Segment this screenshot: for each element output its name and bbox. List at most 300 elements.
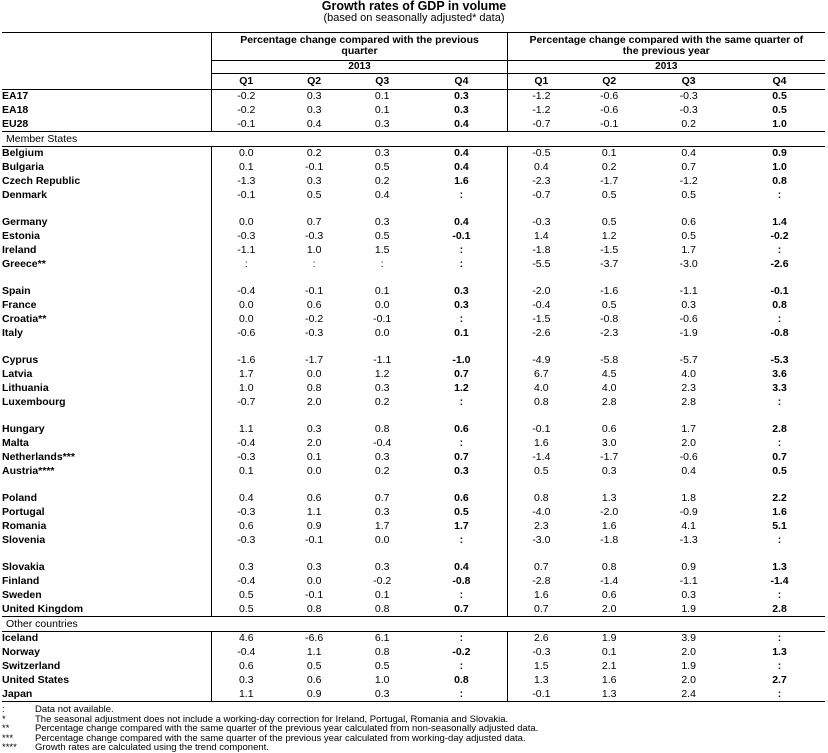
qoq-q4-value: 0.3 [454, 90, 469, 102]
table-row [2, 382, 825, 396]
header-year-yoy: 2013 [507, 61, 825, 74]
yoy-q2-value: -1.5 [600, 243, 619, 256]
table-row [2, 244, 825, 258]
qoq-q1-value: 0.6 [212, 660, 280, 674]
qoq-q1-value: -0.3 [212, 534, 280, 548]
yoy-q3-value: 2.0 [681, 673, 696, 686]
yoy-q3-value: 2.4 [681, 687, 696, 700]
qoq-q1-value: 0.0 [212, 216, 280, 230]
table-row [2, 660, 825, 674]
yoy-q2-value: 0.5 [601, 216, 617, 229]
qoq-q4-value: 0.4 [454, 561, 469, 574]
yoy-q3-value: 0.9 [681, 561, 696, 574]
yoy-q2-value: -1.4 [600, 575, 619, 588]
yoy-q2-value: 1.6 [601, 673, 617, 686]
yoy-q1-value: -5.5 [507, 258, 575, 272]
footnote-mark: ** [2, 723, 10, 735]
group-spacer [2, 548, 825, 562]
qoq-q2-value: 0.7 [306, 216, 322, 229]
qoq-q4-value: 0.4 [454, 161, 469, 174]
yoy-q4-value: 1.3 [772, 561, 787, 574]
qoq-q2-value: : [312, 257, 316, 270]
country-name: Czech Republic [2, 174, 81, 187]
country-name: EA17 [2, 90, 29, 102]
qoq-q4-value: 0.1 [454, 326, 469, 339]
qoq-q1-value: -1.6 [212, 354, 280, 368]
qoq-q4-value: : [459, 437, 464, 450]
yoy-q4-value: : [777, 588, 782, 601]
qoq-q2-value: 2.0 [306, 437, 322, 450]
country-name: Japan [2, 687, 33, 700]
qoq-q4-value: 0.7 [454, 602, 469, 615]
yoy-q2-value: -0.1 [600, 117, 619, 130]
qoq-q4-value: : [459, 243, 464, 256]
table-row [2, 90, 825, 104]
qoq-q4-value: : [459, 632, 464, 645]
yoy-q1-value: -0.1 [507, 688, 575, 702]
country-name: Austria**** [2, 464, 55, 477]
table-row [2, 646, 825, 660]
table-row [2, 603, 825, 617]
yoy-q1-value: -1.5 [507, 313, 575, 327]
header-yoy-q4: Q4 [734, 74, 825, 90]
qoq-q1-value: 0.1 [212, 465, 280, 479]
header-empty [2, 33, 212, 61]
qoq-q2-value: 0.6 [306, 492, 322, 505]
qoq-q2-value: 0.5 [306, 188, 322, 201]
yoy-q1-value: -2.3 [507, 175, 575, 189]
header-empty [2, 74, 212, 90]
qoq-q4-value: -0.8 [452, 575, 471, 588]
yoy-q1-value: 1.5 [507, 660, 575, 674]
table-row [2, 299, 825, 313]
qoq-q1-value: -0.3 [212, 506, 280, 520]
country-name: Estonia [2, 230, 40, 243]
qoq-q3-value: 1.2 [374, 368, 390, 381]
footnote-text: Percentage change compared with the same quarter of the previous year calculated from non-seasonally adjusted data. [35, 723, 539, 735]
yoy-q4-value: 5.1 [772, 519, 787, 532]
yoy-q4-value: 3.6 [772, 368, 787, 381]
country-name: Luxembourg [2, 395, 66, 408]
qoq-q3-value: 1.7 [374, 519, 390, 532]
qoq-q1-value: 0.0 [212, 299, 280, 313]
qoq-q2-value: 1.1 [306, 646, 322, 659]
qoq-q4-value: : [459, 533, 464, 546]
yoy-q2-value: 1.3 [601, 687, 617, 700]
yoy-q1-value: -2.6 [507, 327, 575, 341]
qoq-q2-value: 0.0 [306, 368, 322, 381]
qoq-q4-value: 0.6 [454, 492, 469, 505]
yoy-q3-value: -1.1 [679, 575, 698, 588]
qoq-q3-value: -0.1 [373, 312, 392, 325]
yoy-q1-value: -2.8 [507, 575, 575, 589]
qoq-q3-value: 0.5 [374, 660, 390, 673]
yoy-q1-value: -0.4 [507, 299, 575, 313]
yoy-q3-value: 2.8 [681, 395, 696, 408]
qoq-q1-value: -0.3 [212, 451, 280, 465]
yoy-q4-value: 0.8 [772, 174, 787, 187]
member-states-section [2, 132, 825, 147]
qoq-q2-value: 0.3 [306, 90, 322, 102]
country-name: United Kingdom [2, 602, 84, 615]
yoy-q3-value: 4.0 [681, 368, 696, 381]
country-name: Bulgaria [2, 161, 45, 174]
yoy-q1-value: 0.8 [507, 396, 575, 410]
qoq-q3-value: 0.8 [374, 423, 390, 436]
header-qoq-q2: Q2 [280, 74, 348, 90]
yoy-q1-value: -0.1 [507, 423, 575, 437]
qoq-q1-value: -0.7 [212, 396, 280, 410]
yoy-q3-value: 0.2 [681, 117, 696, 130]
yoy-q4-value: -0.8 [770, 326, 789, 339]
yoy-q2-value: 3.0 [601, 437, 617, 450]
footnote-text: Data not available. [35, 704, 114, 715]
header-qoq-q1: Q1 [212, 74, 280, 90]
yoy-q4-value: : [777, 312, 782, 325]
qoq-q3-value: 0.2 [374, 395, 390, 408]
qoq-q2-value: -1.7 [305, 354, 324, 367]
qoq-q3-value: 0.3 [374, 561, 390, 574]
qoq-q3-value: 0.7 [374, 492, 390, 505]
qoq-q2-value: 0.6 [306, 299, 322, 312]
yoy-q4-value: 0.7 [772, 450, 787, 463]
country-name: Italy [2, 326, 24, 339]
qoq-q2-value: 0.9 [306, 519, 322, 532]
yoy-q2-value: 0.8 [601, 561, 617, 574]
qoq-q4-value: 1.2 [454, 381, 469, 394]
yoy-q1-value: 0.4 [507, 161, 575, 175]
qoq-q1-value: -1.3 [212, 175, 280, 189]
table-row [2, 147, 825, 161]
yoy-q4-value: 3.3 [772, 381, 787, 394]
qoq-q3-value: 0.2 [374, 464, 390, 477]
group-spacer [2, 203, 825, 217]
yoy-q2-value: 1.2 [601, 230, 617, 243]
country-name: Finland [2, 575, 40, 588]
yoy-q2-value: -3.7 [600, 257, 619, 270]
qoq-q3-value: 0.2 [374, 174, 390, 187]
qoq-q4-value: -0.2 [452, 646, 471, 659]
qoq-q3-value: 0.1 [374, 90, 390, 102]
table-row [2, 313, 825, 327]
qoq-q2-value: -0.1 [305, 533, 324, 546]
yoy-q1-value: 0.5 [507, 465, 575, 479]
yoy-q1-value: -0.3 [507, 646, 575, 660]
qoq-q3-value: 0.0 [374, 299, 390, 312]
qoq-q3-value: 0.5 [374, 230, 390, 243]
qoq-q1-value: 0.3 [212, 674, 280, 688]
qoq-q4-value: 0.3 [454, 285, 469, 298]
yoy-q3-value: 2.0 [681, 437, 696, 450]
qoq-q2-value: 2.0 [306, 395, 322, 408]
qoq-q3-value: 0.1 [374, 103, 390, 116]
yoy-q3-value: -0.3 [679, 90, 698, 102]
yoy-q4-value: 2.8 [772, 602, 787, 615]
yoy-q2-value: -2.3 [600, 326, 619, 339]
table-row [2, 437, 825, 451]
yoy-q1-value: 1.6 [507, 589, 575, 603]
qoq-q2-value: 0.3 [306, 174, 322, 187]
country-name: Slovakia [2, 561, 45, 574]
qoq-q4-value: 1.7 [454, 519, 469, 532]
country-name: Cyprus [2, 354, 39, 367]
yoy-q4-value: 1.4 [772, 216, 787, 229]
yoy-q4-value: : [777, 243, 782, 256]
country-name: Ireland [2, 243, 37, 256]
yoy-q3-value: 3.9 [681, 632, 696, 645]
qoq-q2-value: 1.0 [306, 243, 322, 256]
yoy-q4-value: 2.2 [772, 492, 787, 505]
yoy-q4-value: : [777, 437, 782, 450]
qoq-q1-value: 0.1 [212, 161, 280, 175]
country-name: Iceland [2, 632, 39, 645]
yoy-q4-value: : [777, 533, 782, 546]
yoy-q4-value: -0.2 [770, 230, 789, 243]
yoy-q1-value: 1.6 [507, 437, 575, 451]
yoy-q1-value: -1.8 [507, 244, 575, 258]
qoq-q2-value: -0.3 [305, 230, 324, 243]
yoy-q3-value: -1.2 [679, 174, 698, 187]
country-name: Netherlands*** [2, 450, 75, 463]
qoq-q4-value: 0.4 [454, 216, 469, 229]
yoy-q3-value: 1.8 [681, 492, 696, 505]
qoq-q1-value: -0.4 [212, 437, 280, 451]
qoq-q1-value: -0.4 [212, 575, 280, 589]
country-name: Germany [2, 216, 48, 229]
yoy-q4-value: -5.3 [770, 354, 789, 367]
qoq-q3-value: 0.3 [374, 216, 390, 229]
yoy-q3-value: -0.6 [679, 450, 698, 463]
yoy-q2-value: -0.6 [600, 103, 619, 116]
qoq-q3-value: 0.1 [374, 285, 390, 298]
qoq-q4-value: : [459, 687, 464, 700]
qoq-q4-value: 0.7 [454, 450, 469, 463]
country-name: Sweden [2, 588, 42, 601]
qoq-q3-value: 0.3 [374, 117, 390, 130]
table-row [2, 175, 825, 189]
qoq-q2-value: -0.2 [305, 312, 324, 325]
table-subtitle: (based on seasonally adjusted* data) [323, 12, 505, 24]
yoy-q2-value: 1.6 [601, 519, 617, 532]
qoq-q3-value: -1.1 [373, 354, 392, 367]
qoq-q2-value: -0.3 [305, 326, 324, 339]
country-name: Switzerland [2, 660, 61, 673]
table-row [2, 327, 825, 341]
yoy-q2-value: 4.0 [601, 381, 617, 394]
yoy-q2-value: -0.6 [600, 90, 619, 102]
yoy-q4-value: 1.0 [772, 117, 787, 130]
yoy-q3-value: 2.3 [681, 381, 696, 394]
table-row [2, 216, 825, 230]
qoq-q4-value: 0.4 [454, 117, 469, 130]
header-qoq: Percentage change compared with the previous quarter [212, 33, 507, 61]
yoy-q4-value: -1.4 [770, 575, 789, 588]
table-row [2, 506, 825, 520]
footnote-text: The seasonal adjustment does not include a working-day correction for Ireland, Portugal, Romania and Slovakia. [35, 713, 509, 725]
yoy-q3-value: 0.5 [681, 188, 696, 201]
table-row [2, 423, 825, 437]
footnote-mark: *** [2, 732, 14, 744]
yoy-q1-value: -1.4 [507, 451, 575, 465]
header-empty [2, 61, 212, 74]
table-row [2, 396, 825, 410]
yoy-q3-value: 0.3 [681, 588, 696, 601]
qoq-q1-value: 0.3 [212, 561, 280, 575]
qoq-q3-value: 0.0 [374, 326, 390, 339]
qoq-q4-value: : [459, 257, 464, 270]
qoq-q3-value: 0.3 [374, 506, 390, 519]
table-row [2, 561, 825, 575]
yoy-q1-value: -3.0 [507, 534, 575, 548]
yoy-q1-value: -1.2 [507, 104, 575, 118]
qoq-q4-value: 0.5 [454, 506, 469, 519]
qoq-q2-value: -0.1 [305, 588, 324, 601]
yoy-q4-value: -2.6 [770, 257, 789, 270]
qoq-q3-value: 0.5 [374, 161, 390, 174]
yoy-q3-value: -1.3 [679, 533, 698, 546]
yoy-q2-value: -1.8 [600, 533, 619, 546]
qoq-q1-value: -0.1 [212, 189, 280, 203]
country-name: Romania [2, 519, 47, 532]
yoy-q2-value: -0.8 [600, 312, 619, 325]
qoq-q4-value: -0.1 [452, 230, 471, 243]
group-spacer [2, 479, 825, 493]
yoy-q1-value: -4.0 [507, 506, 575, 520]
yoy-q1-value: 2.3 [507, 520, 575, 534]
qoq-q1-value: 0.4 [212, 492, 280, 506]
yoy-q4-value: 0.9 [772, 147, 787, 160]
qoq-q3-value: 1.5 [374, 243, 390, 256]
group-spacer [2, 410, 825, 424]
yoy-q3-value: 1.7 [681, 423, 696, 436]
group-spacer [2, 272, 825, 286]
country-name: Denmark [2, 188, 47, 201]
footnote-text: Growth rates are calculated using the trend component. [35, 742, 269, 753]
yoy-q3-value: -1.1 [679, 285, 698, 298]
yoy-q3-value: 0.3 [681, 299, 696, 312]
country-name: Greece** [2, 257, 46, 270]
qoq-q3-value: 0.3 [374, 147, 390, 160]
yoy-q4-value: 0.5 [772, 103, 787, 116]
yoy-q1-value: 4.0 [507, 382, 575, 396]
yoy-q2-value: 0.3 [601, 464, 617, 477]
yoy-q2-value: 0.1 [601, 147, 617, 160]
yoy-q3-value: 0.6 [681, 216, 696, 229]
yoy-q2-value: 1.3 [601, 492, 617, 505]
qoq-q1-value: -0.2 [212, 104, 280, 118]
yoy-q2-value: 4.5 [601, 368, 617, 381]
gdp-growth-table [2, 32, 825, 702]
yoy-q3-value: 0.4 [681, 147, 696, 160]
yoy-q2-value: -2.0 [600, 506, 619, 519]
qoq-q1-value: 0.6 [212, 520, 280, 534]
header-yoy: Percentage change compared with the same quarter of the previous year [507, 33, 825, 61]
qoq-q1-value: 4.6 [212, 632, 280, 646]
yoy-q1-value: 0.7 [507, 561, 575, 575]
yoy-q4-value: 1.6 [772, 506, 787, 519]
yoy-q3-value: -3.0 [679, 257, 698, 270]
yoy-q1-value: 6.7 [507, 368, 575, 382]
yoy-q4-value: 0.5 [772, 464, 787, 477]
qoq-q4-value: 0.3 [454, 103, 469, 116]
qoq-q4-value: : [459, 588, 464, 601]
yoy-q4-value: : [777, 660, 782, 673]
country-name: Belgium [2, 147, 44, 160]
yoy-q4-value: : [777, 632, 782, 645]
qoq-q2-value: 0.9 [306, 687, 322, 700]
table-row [2, 575, 825, 589]
yoy-q1-value: 0.8 [507, 492, 575, 506]
qoq-q1-value: : [212, 258, 280, 272]
yoy-q2-value: 2.0 [601, 602, 617, 615]
qoq-q4-value: : [459, 188, 464, 201]
yoy-q2-value: 2.8 [601, 395, 617, 408]
yoy-q3-value: 0.5 [681, 230, 696, 243]
yoy-q4-value: 1.3 [772, 646, 787, 659]
country-name: Norway [2, 646, 40, 659]
yoy-q3-value: -1.9 [679, 326, 698, 339]
table-row [2, 230, 825, 244]
table-row [2, 118, 825, 132]
qoq-q1-value: -0.1 [212, 118, 280, 132]
qoq-q2-value: 0.5 [306, 660, 322, 673]
qoq-q2-value: 1.1 [306, 506, 322, 519]
yoy-q2-value: 0.1 [601, 646, 617, 659]
yoy-q4-value: : [777, 188, 782, 201]
qoq-q1-value: 1.1 [212, 423, 280, 437]
other-countries-section [2, 617, 825, 632]
qoq-q2-value: 0.3 [306, 561, 322, 574]
yoy-q2-value: -1.7 [600, 174, 619, 187]
qoq-q3-value: -0.4 [373, 437, 392, 450]
yoy-q2-value: 0.5 [601, 188, 617, 201]
qoq-q2-value: 0.3 [306, 423, 322, 436]
table-row [2, 492, 825, 506]
qoq-q2-value: -0.1 [305, 161, 324, 174]
qoq-q2-value: 0.0 [306, 464, 322, 477]
qoq-q4-value: 0.3 [454, 299, 469, 312]
table-row [2, 674, 825, 688]
country-name: Poland [2, 492, 38, 505]
country-name: Hungary [2, 423, 45, 436]
yoy-q3-value: 4.1 [681, 519, 696, 532]
qoq-q3-value: 0.3 [374, 381, 390, 394]
qoq-q2-value: 0.3 [306, 103, 322, 116]
qoq-q4-value: 0.4 [454, 147, 469, 160]
table-row [2, 258, 825, 272]
country-name: EU28 [2, 117, 29, 130]
yoy-q2-value: -1.6 [600, 285, 619, 298]
qoq-q2-value: 0.8 [306, 381, 322, 394]
qoq-q3-value: : [380, 257, 384, 270]
table-row [2, 189, 825, 203]
yoy-q1-value: -2.0 [507, 285, 575, 299]
yoy-q2-value: -1.7 [600, 450, 619, 463]
qoq-q4-value: : [459, 312, 464, 325]
qoq-q4-value: 0.3 [454, 464, 469, 477]
country-name: United States [2, 673, 70, 686]
country-name: Portugal [2, 506, 45, 519]
yoy-q4-value: : [777, 687, 782, 700]
yoy-q2-value: 0.5 [601, 299, 617, 312]
qoq-q2-value: 0.6 [306, 673, 322, 686]
yoy-q3-value: 2.0 [681, 646, 696, 659]
table-row [2, 451, 825, 465]
yoy-q2-value: 0.6 [601, 423, 617, 436]
table-row [2, 688, 825, 702]
qoq-q3-value: 0.8 [374, 602, 390, 615]
qoq-q1-value: -0.4 [212, 646, 280, 660]
